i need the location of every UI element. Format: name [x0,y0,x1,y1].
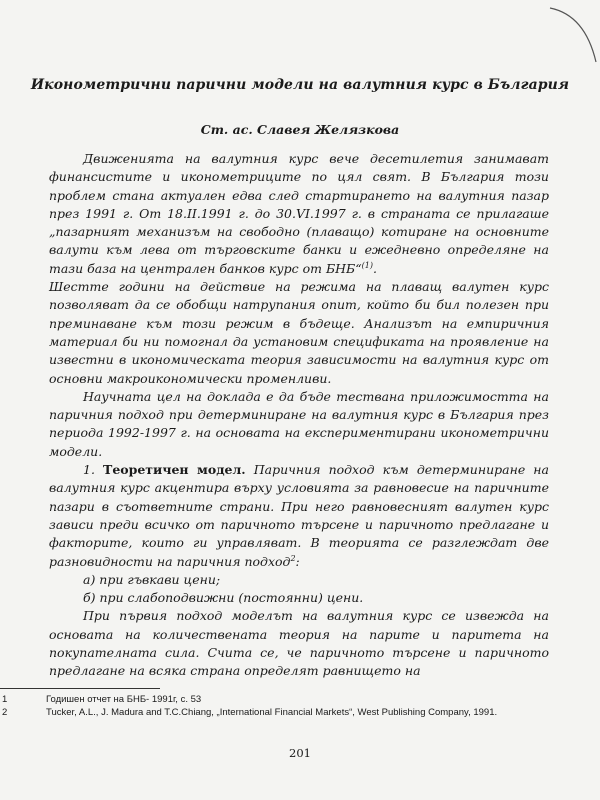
paragraph-first-approach: При първия подход моделът на валутния курс се извежда на основата на количествената теория на парите и паритета на покупателната сила. Счита се, че паричното търсене и паричното предлагане на всяка страна определят равнището на [49,608,549,679]
footnote-number: 1 [2,694,8,705]
footnote-divider [0,688,160,689]
footnote-number: 2 [2,706,8,718]
footnotes [2,694,550,719]
footnote-text: Tucker, A.L., J. Madura and T.C.Chiang, „International Financial Markets“, West Publishing Company, 1991. [46,706,498,718]
footnote [2,694,550,707]
list-item: а) при гъвкави цени; [83,571,221,587]
paragraph-goal: Научната цел на доклада е да бъде тествана приложимостта на паричния подход при детерминиране на валутния курс в България през периода 1992-1997 г. на основата на експериментирани иконометрични модели. [49,388,549,459]
page-number: 201 [289,746,311,760]
paragraph-intro: Движенията на валутния курс вече десетилетия занимават финансистите и иконометриците по цял свят. В България този проблем стана актуален едва след стартирането на валутния пазар през 1991 г. От 18.II.1991 г. до 30.VI.1997 г. в страната се прилагаше „пазарният механизъм на свободно (плаващо) котиране на основните валути към лева от търговските банки и ежедневно определяне на тази база на централен банков курс от БНБ“$^{(1)}$. [49,151,549,276]
footnote-text: Годишен отчет на БНБ- 1991г, с. 53 [46,694,202,705]
body-text [49,150,549,681]
paragraph-experience: Шестте години на действие на режима на плаващ валутен курс позволяват да се обобщи натрупания опит, който би бил полезен при преминаване към този режим в бъдеще. Анализът на емпиричния материал би ни помогнал да установим спецификата на проявление на известни в икономическата теория зависимости на валутния курс от основни макроикономически променливи. [49,279,549,386]
page-curl-mark [540,0,600,70]
paper-title: Иконометрични парични модели на валутния курс в България [30,77,570,93]
footnote-ref-2[interactable]: 2 [290,553,296,563]
list-item: б) при слабоподвижни (постоянни) цени. [83,590,364,606]
paragraph-section-1: 1. Теоретичен модел. Паричния подход към детерминиране на валутния курс акцентира върху условията за равновесие на паричните пазари в съответните страни. При него равновесният валутен курс зависи преди всичко от паричното търсене и паричното предлагане и факторите, които ги управляват. В теорията се разглеждат две разновидности на паричния подход$^2$: [49,462,549,569]
paper-author: Ст. ас. Славея Желязкова [200,122,400,137]
footnote-ref-1[interactable]: (1) [361,260,373,270]
section-number: 1. [83,462,95,478]
footnote [2,707,550,720]
section-heading: Теоретичен модел. [103,462,246,478]
